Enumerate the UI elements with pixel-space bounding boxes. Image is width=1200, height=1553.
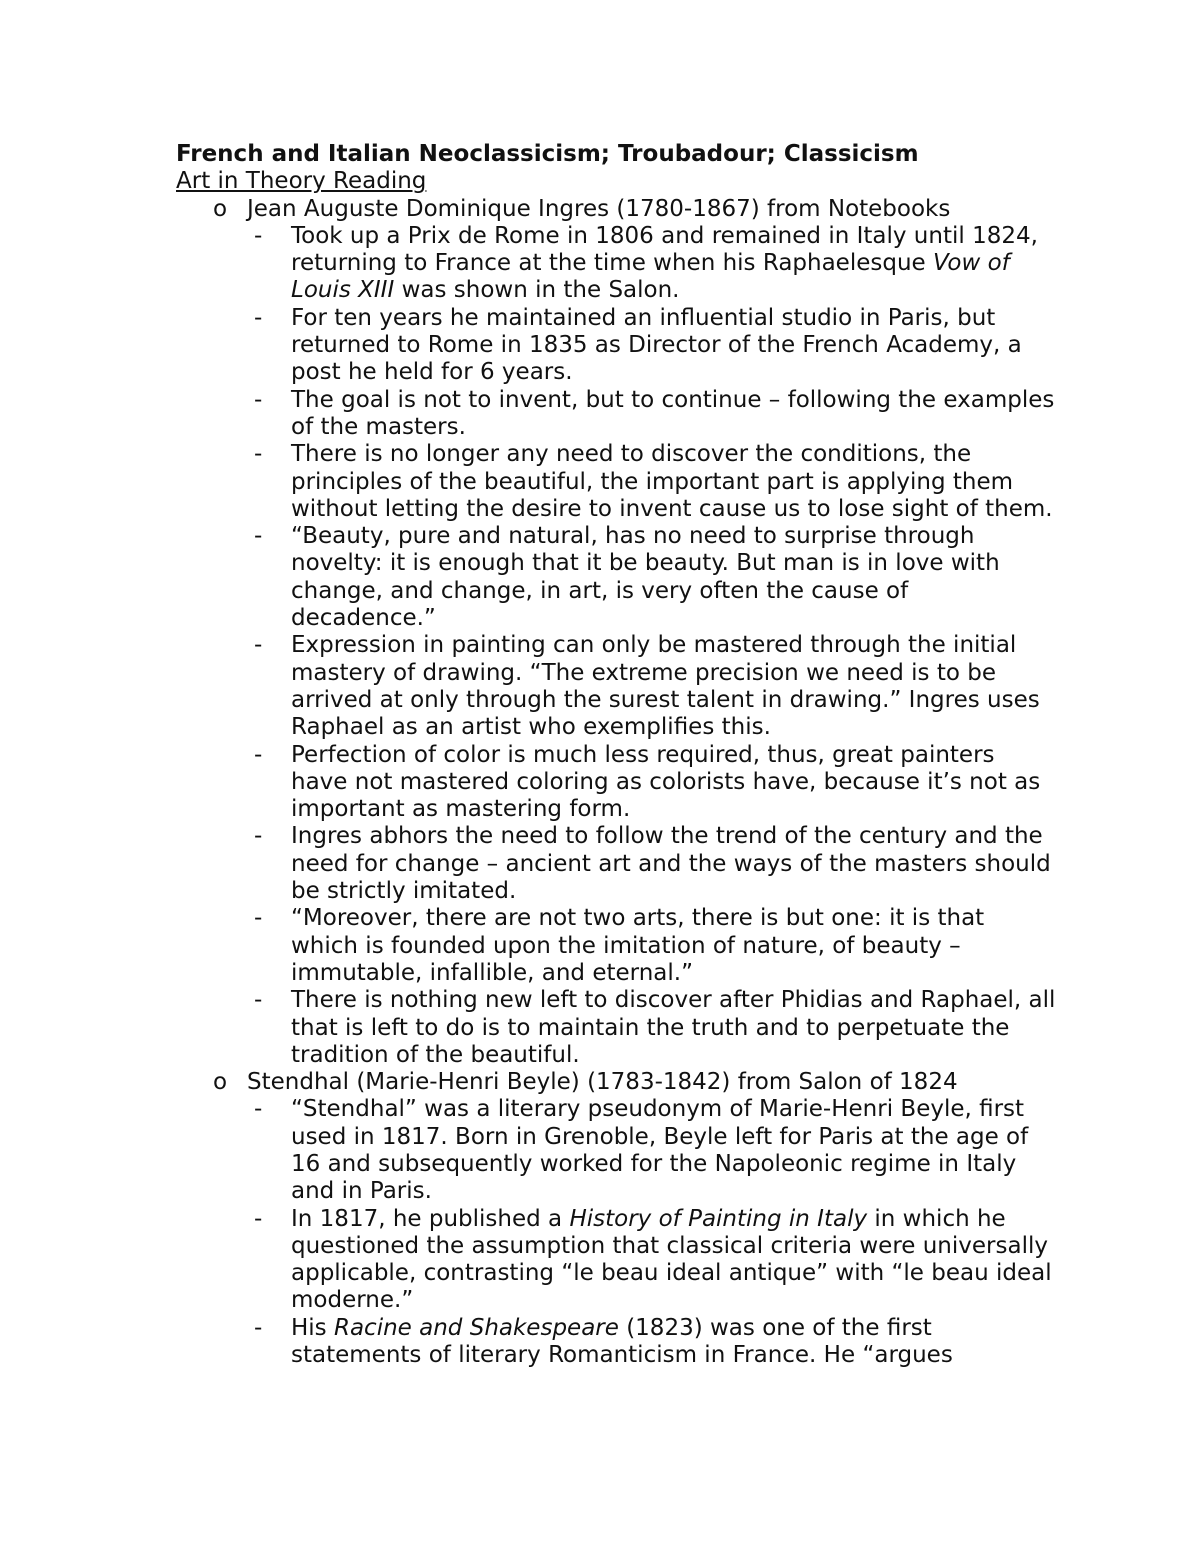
list-item-text: Took up a Prix de Rome in 1806 and remained in Italy until 1824, returning to France at the time when his Raphaelesque	[291, 222, 1038, 277]
list-item	[176, 987, 1056, 1069]
list-item-text: “Moreover, there are not two arts, there is but one: it is that which is founded upon the imitation of nature, of beauty – immutable, infallible, and eternal.”	[291, 905, 985, 986]
section-heading-text: Jean Auguste Dominique Ingres (1780-1867) from Notebooks	[247, 195, 951, 222]
list-item	[176, 632, 1056, 741]
list-item	[176, 905, 1056, 987]
list-item-text: Expression in painting can only be mastered through the initial mastery of drawing. “The extreme precision we need is to be arrived at only through the surest talent in drawing.” Ingres uses Raphael as an artist who exemplifies this.	[291, 632, 1040, 741]
dash-bullet-icon: -	[254, 632, 263, 659]
list-item-text: was shown in the Salon.	[394, 277, 680, 304]
list-item-text: Perfection of color is much less required, thus, great painters have not mastered coloring as colorists have, because it’s not as important as mastering form.	[291, 741, 1041, 823]
list-item	[176, 223, 1056, 305]
dash-bullet-icon: -	[254, 304, 263, 331]
document-subtitle: Art in Theory Reading	[176, 168, 427, 195]
book-title: Racine and Shakespeare	[333, 1314, 619, 1341]
dash-bullet-icon: -	[254, 441, 263, 468]
dash-bullet-icon: -	[254, 987, 263, 1014]
list-item-text: “Beauty, pure and natural, has no need to surprise through novelty: it is enough that it be beauty. But man is in love with change, and change, in art, is very often the cause of decadence.”	[291, 523, 1000, 632]
artwork-title: Vow of Louis XIII	[291, 250, 1010, 304]
list-item	[176, 305, 1056, 387]
list-item	[176, 387, 1056, 442]
circle-bullet-icon: o	[213, 195, 228, 222]
list-item	[176, 742, 1056, 824]
dash-bullet-icon: -	[254, 1314, 263, 1341]
list-item-text: In 1817, he published a	[291, 1205, 570, 1232]
list-item-text: Ingres abhors the need to follow the trend of the century and the need for change – ancient art and the ways of the masters should be strictly imitated.	[291, 823, 1051, 905]
list-item	[176, 523, 1056, 632]
book-title: History of Painting in Italy	[569, 1205, 868, 1232]
dash-bullet-icon: -	[254, 1096, 263, 1123]
list-item	[176, 1096, 1056, 1205]
dash-bullet-icon: -	[254, 523, 263, 550]
section-heading-stendhal	[176, 1069, 1056, 1096]
list-item-text: For ten years he maintained an influential studio in Paris, but returned to Rome in 1835 as Director of the French Academy, a post he held for 6 years.	[291, 304, 1022, 386]
dash-bullet-icon: -	[254, 741, 263, 768]
list-item-text: There is no longer any need to discover the conditions, the principles of the beautiful, the important part is applying them without letting the desire to invent cause us to lose sight of them.	[291, 441, 1053, 522]
list-item-text: There is nothing new left to discover after Phidias and Raphael, all that is left to do is to maintain the truth and to perpetuate the tradition of the beautiful.	[291, 987, 1056, 1068]
list-item-text: in which he questioned the assumption that classical criteria were universally applicable, contrasting “le beau ideal antique” with “le beau ideal moderne.”	[291, 1205, 1052, 1314]
list-item-text: The goal is not to invent, but to continue – following the examples of the masters.	[291, 386, 1055, 440]
section-heading-text: Stendhal (Marie-Henri Beyle) (1783-1842) from Salon of 1824	[247, 1069, 958, 1096]
dash-bullet-icon: -	[254, 222, 263, 249]
list-item	[176, 441, 1056, 523]
section-heading-ingres	[176, 196, 1056, 223]
document-title: French and Italian Neoclassicism; Troubadour; Classicism	[176, 141, 919, 167]
dash-bullet-icon: -	[254, 1205, 263, 1232]
dash-bullet-icon: -	[254, 386, 263, 413]
document-body	[176, 141, 1056, 1369]
circle-bullet-icon: o	[213, 1069, 228, 1096]
list-item	[176, 1206, 1056, 1315]
dash-bullet-icon: -	[254, 905, 263, 932]
list-item	[176, 1315, 1056, 1370]
list-item	[176, 823, 1056, 905]
list-item-text: His	[291, 1314, 334, 1341]
list-item-text: “Stendhal” was a literary pseudonym of Marie-Henri Beyle, first used in 1817. Born in Grenoble, Beyle left for Paris at the age of 16 and subsequently worked for the Napoleonic regime in Italy and in Paris.	[291, 1096, 1029, 1205]
dash-bullet-icon: -	[254, 823, 263, 850]
list-item-text: (1823) was one of the first statements of literary Romanticism in France. He “argues	[291, 1314, 953, 1369]
